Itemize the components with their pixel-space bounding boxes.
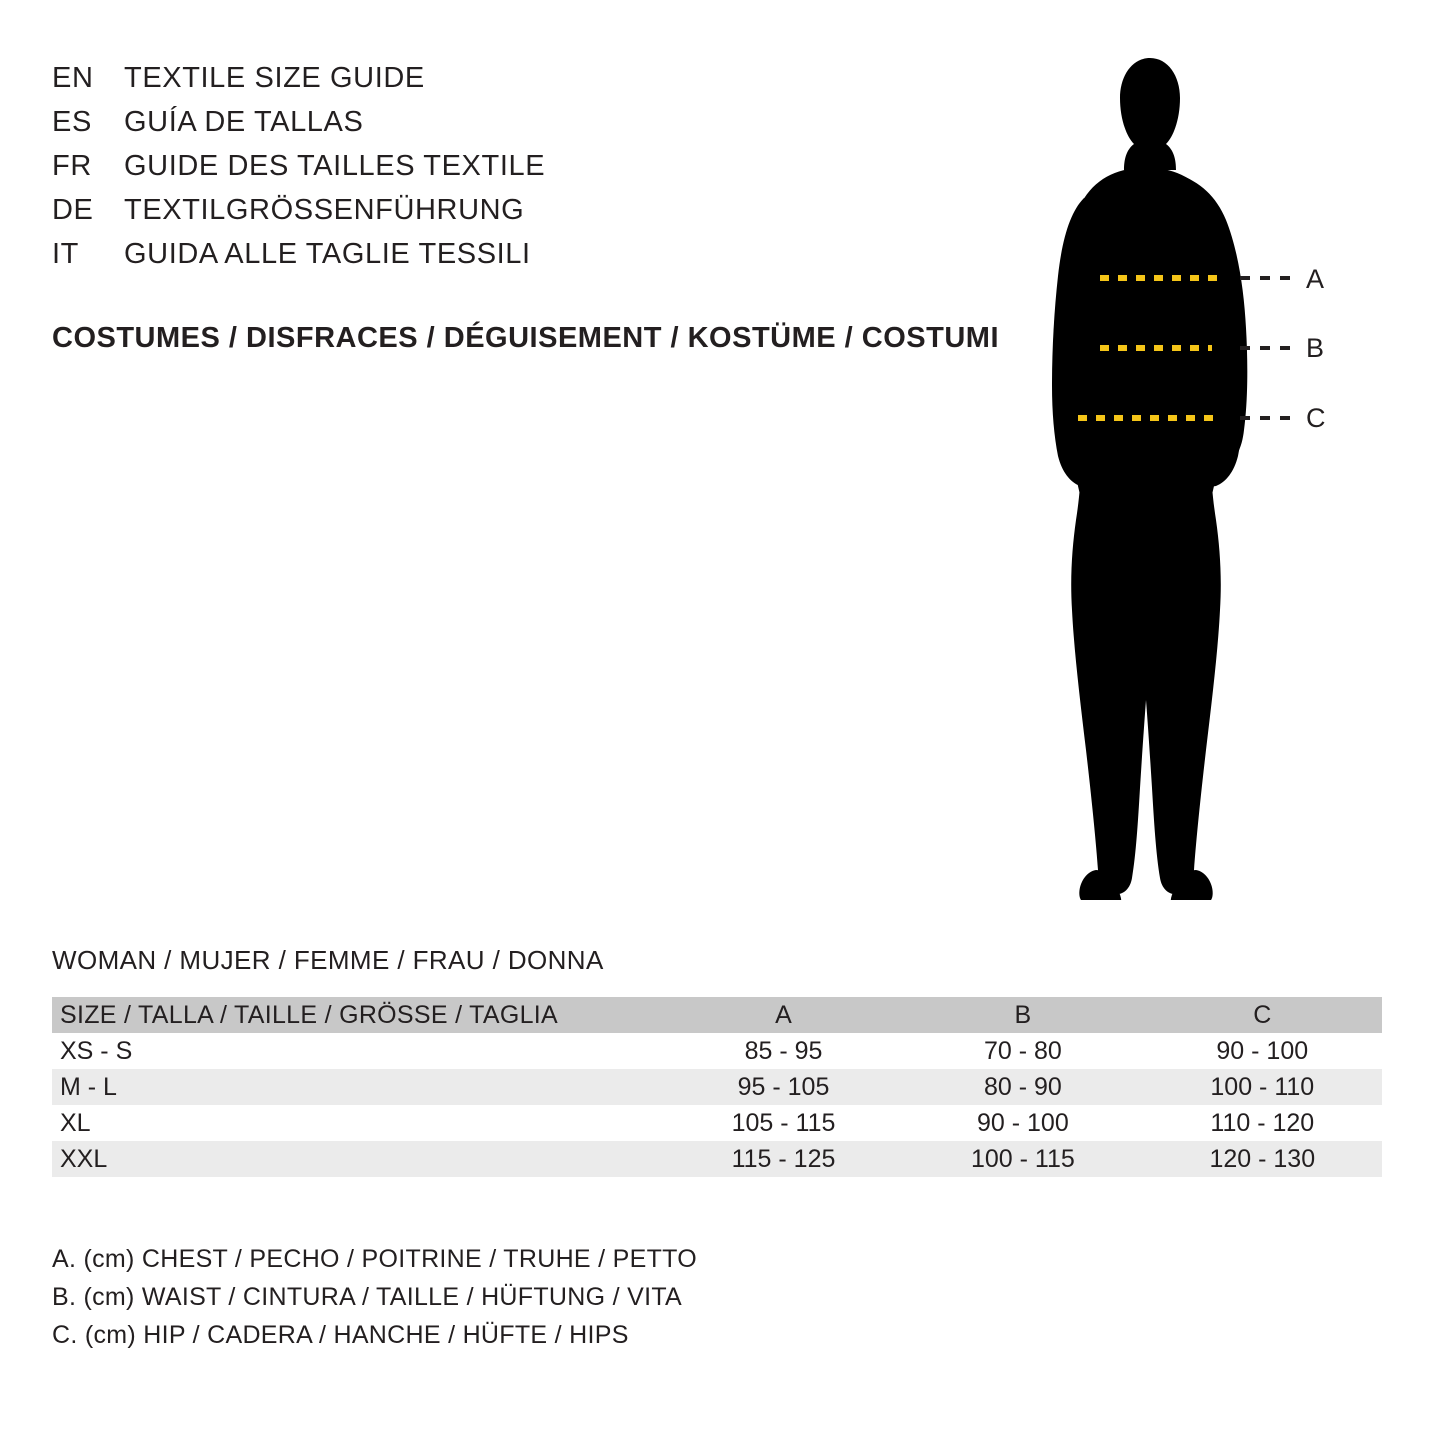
table-row xyxy=(52,1069,1382,1105)
language-row-de xyxy=(52,194,1012,238)
table-row xyxy=(52,1105,1382,1141)
column-header-size: SIZE / TALLA / TAILLE / GRÖSSE / TAGLIA xyxy=(60,1001,559,1029)
column-header-b: B xyxy=(1014,1001,1032,1029)
marker-label-a: A xyxy=(1306,264,1325,294)
language-title: GUÍA DE TALLAS xyxy=(124,106,364,138)
category-heading: COSTUMES / DISFRACES / DÉGUISEMENT / KOSTÜME / COSTUMI xyxy=(52,322,999,354)
language-title: GUIDE DES TAILLES TEXTILE xyxy=(124,150,546,182)
language-code: ES xyxy=(52,106,92,138)
table-row xyxy=(52,1033,1382,1069)
language-title: TEXTILE SIZE GUIDE xyxy=(124,62,425,94)
language-header-block xyxy=(52,62,1012,282)
cell-c: 100 - 110 xyxy=(1210,1073,1315,1101)
cell-c: 110 - 120 xyxy=(1210,1109,1315,1137)
cell-size: XL xyxy=(60,1109,91,1137)
cell-a: 115 - 125 xyxy=(731,1145,836,1173)
cell-a: 95 - 105 xyxy=(737,1073,830,1101)
cell-size: M - L xyxy=(60,1073,117,1101)
legend-line-a: A. (cm) CHEST / PECHO / POITRINE / TRUHE / PETTO xyxy=(52,1245,698,1273)
marker-label-c: C xyxy=(1306,403,1326,433)
table-title: WOMAN / MUJER / FEMME / FRAU / DONNA xyxy=(52,945,604,975)
table-header-row xyxy=(52,997,1382,1033)
column-header-a: A xyxy=(775,1001,792,1029)
column-header-c: C xyxy=(1253,1001,1272,1029)
cell-a: 85 - 95 xyxy=(744,1037,823,1065)
woman-silhouette-icon xyxy=(1000,50,1400,900)
marker-label-b: B xyxy=(1306,333,1325,363)
language-code: EN xyxy=(52,62,94,94)
language-code: IT xyxy=(52,238,79,270)
cell-a: 105 - 115 xyxy=(731,1109,836,1137)
cell-c: 120 - 130 xyxy=(1209,1145,1316,1173)
language-row-es xyxy=(52,106,1012,150)
language-row-it xyxy=(52,238,1012,282)
cell-b: 90 - 100 xyxy=(977,1109,1069,1137)
cell-size: XXL xyxy=(60,1145,108,1173)
cell-c: 90 - 100 xyxy=(1216,1037,1309,1065)
cell-size: XS - S xyxy=(60,1037,133,1065)
cell-b: 80 - 90 xyxy=(983,1073,1062,1101)
legend-line-b: B. (cm) WAIST / CINTURA / TAILLE / HÜFTUNG / VITA xyxy=(52,1283,683,1311)
legend-line-c: C. (cm) HIP / CADERA / HANCHE / HÜFTE / HIPS xyxy=(52,1321,629,1349)
language-row-en xyxy=(52,62,1012,106)
table-row xyxy=(52,1141,1382,1177)
cell-b: 70 - 80 xyxy=(983,1037,1062,1065)
cell-b: 100 - 115 xyxy=(970,1145,1075,1173)
size-table xyxy=(52,997,1382,1177)
language-code: FR xyxy=(52,150,92,182)
language-row-fr xyxy=(52,150,1012,194)
figure-area xyxy=(1000,50,1400,900)
measurement-legend xyxy=(52,1240,1052,1354)
language-code: DE xyxy=(52,194,94,226)
language-title: GUIDA ALLE TAGLIE TESSILI xyxy=(124,238,531,270)
language-title: TEXTILGRÖSSENFÜHRUNG xyxy=(124,194,525,226)
